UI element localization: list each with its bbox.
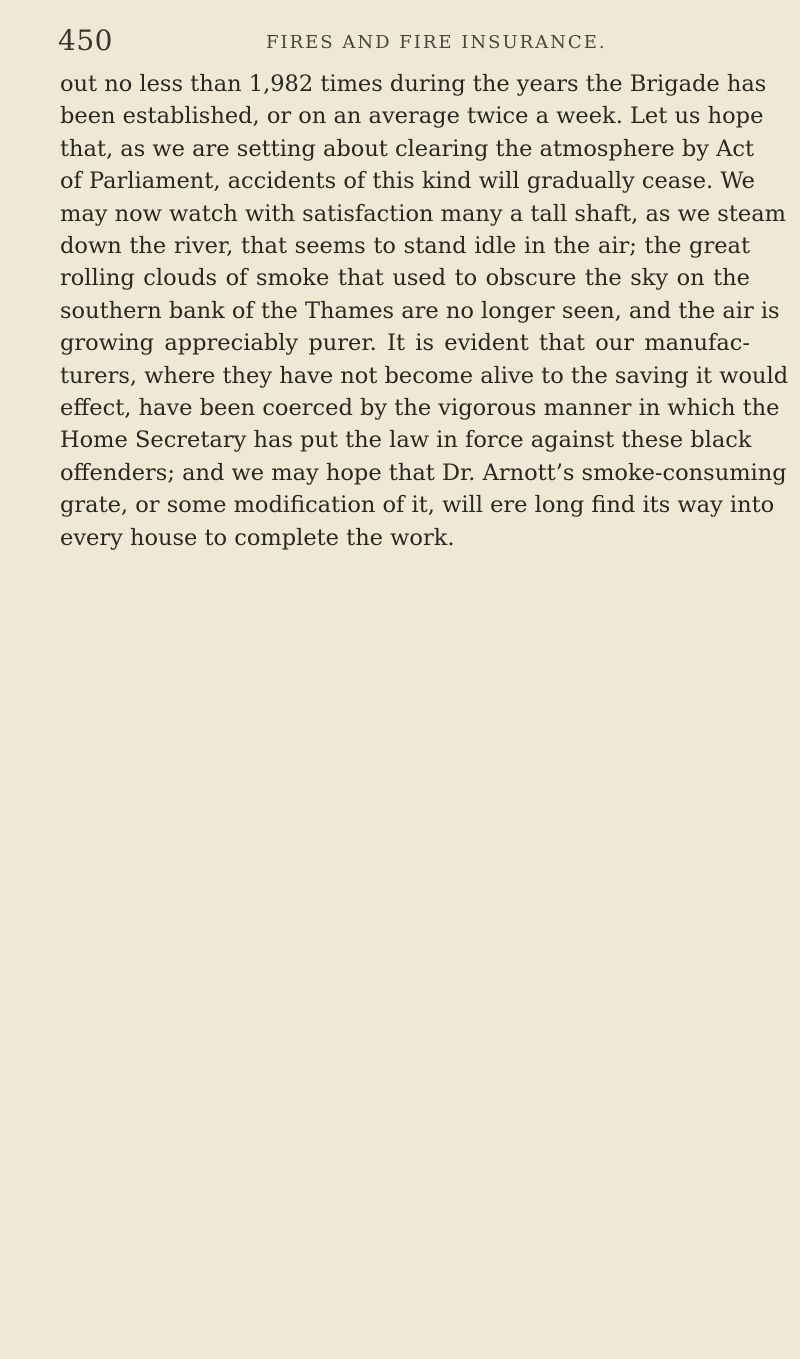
- text-line: out no less than 1,982 times during the years the Brigade has: [60, 71, 767, 97]
- running-head: [56, 24, 742, 64]
- running-title: FIRES AND FIRE INSURANCE.: [266, 32, 607, 53]
- text-line: rolling clouds of smoke that used to obscure the sky on the: [60, 265, 750, 292]
- text-line: effect, have been coerced by the vigorous manner in which the: [60, 395, 780, 422]
- text-line: Home Secretary has put the law in force against these black: [60, 427, 752, 454]
- text-line: may now watch with satisfaction many a tall shaft, as we steam: [60, 200, 786, 227]
- text-line: that, as we are setting about clearing the atmosphere by Act: [60, 135, 755, 162]
- body-paragraph: [60, 68, 789, 554]
- text-line: growing appreciably purer. It is evident that our manufac-: [60, 330, 750, 357]
- text-line: turers, where they have not become alive to the saving it would: [60, 362, 789, 389]
- text-line: grate, or some modification of it, will ere long find its way into: [60, 492, 775, 519]
- text-line: been established, or on an average twice a week. Let us hope: [60, 103, 764, 130]
- text-line: every house to complete the work.: [60, 524, 455, 551]
- text-line: offenders; and we may hope that Dr. Arnott’s smoke-consuming: [60, 459, 787, 486]
- text-line: down the river, that seems to stand idle in the air; the great: [60, 233, 750, 260]
- text-line: of Parliament, accidents of this kind will gradually cease. We: [60, 168, 755, 195]
- text-line: southern bank of the Thames are no longer seen, and the air is: [60, 297, 780, 324]
- page-number: 450: [58, 24, 113, 57]
